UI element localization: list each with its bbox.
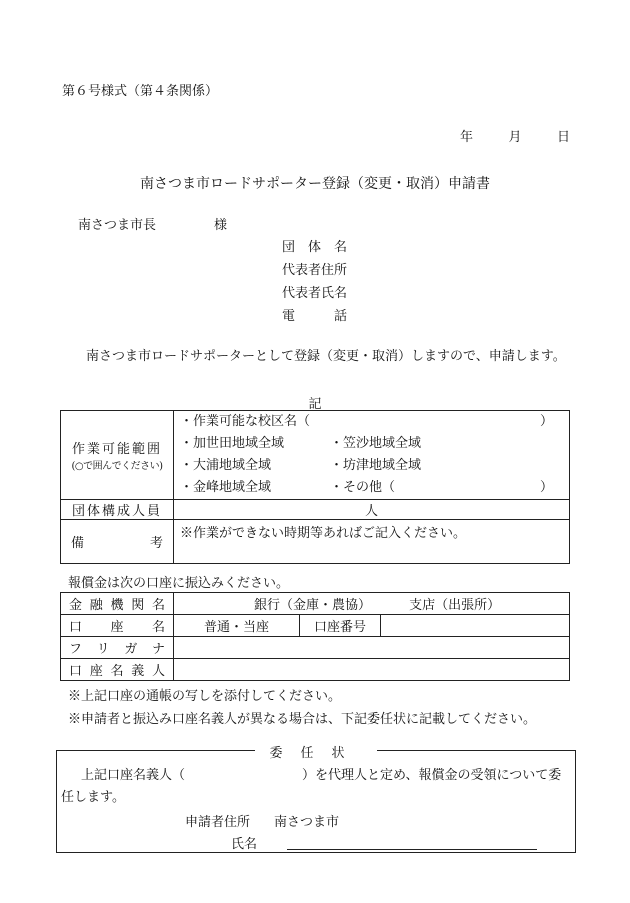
addressee [78,214,227,233]
date-day: 日 [556,130,570,145]
account-label-cell [61,615,174,637]
option-oura[interactable]: ・大浦地域全域 [180,458,272,473]
close-paren: ） [540,414,554,429]
remarks-hint: ※作業ができない時期等あればご記入ください。 [180,526,467,541]
addressee-honorific: 様 [214,218,228,233]
account-no-field[interactable] [381,615,570,637]
furigana-field[interactable] [174,637,570,659]
work-area-options [174,411,570,500]
date-line [460,126,570,145]
form-number: 第６号様式（第４条関係） [62,84,219,99]
school-district-field[interactable]: ・作業可能な校区名（ [180,414,311,429]
proxy-address [185,811,339,830]
payment-note: 報償金は次の口座に振込みください。 [68,576,290,591]
rep-name-label: 代表者氏名 [282,286,348,301]
proxy-note: ※申請者と振込み口座名義人が異なる場合は、下記委任状に記載してください。 [68,712,537,727]
work-area-label-cell [61,411,174,500]
signature-line[interactable] [287,849,537,850]
proxy-name-label: 氏名 [231,837,258,852]
option-bonotsu[interactable]: ・坊津地域全域 [330,458,422,473]
body-text: 南さつま市ロードサポーターとして登録（変更・取消）しますので、申請します。 [86,349,566,364]
account-type-field[interactable]: 普通・当座 [174,615,300,637]
rep-address-label: 代表者住所 [282,263,348,278]
option-kasasa[interactable]: ・笠沙地域全域 [330,436,422,451]
proxy-title: 委任状 [255,746,376,761]
holder-label-cell [61,659,174,681]
option-kinpo[interactable]: ・金峰地域全域 [180,480,272,495]
proxy-box [56,746,576,853]
option-other[interactable]: ・その他（ [330,480,396,495]
phone-label: 電 話 [282,309,348,324]
close-paren-other: ） [540,480,554,495]
branch-text: 支店（出張所） [409,598,501,613]
date-year: 年 [460,130,474,145]
proxy-address-label: 申請者住所 [185,815,251,830]
institution-field[interactable] [174,593,570,615]
institution-label: 金 融 機 関 名 [69,598,165,613]
passbook-note: ※上記口座の通帳の写しを添付してください。 [68,689,342,704]
group-name-label: 団 体 名 [282,240,348,255]
members-field[interactable] [174,500,570,520]
work-area-sublabel: (○で囲んでください) [71,461,163,472]
remarks-label-2: 考 [149,536,163,551]
application-table [60,410,570,564]
proxy-address-value: 南さつま市 [274,815,340,830]
addressee-name: 南さつま市長 [78,218,157,233]
holder-label: 口 座 名 義 人 [69,664,165,679]
furigana-label-cell [61,637,174,659]
holder-field[interactable] [174,659,570,681]
remarks-field[interactable] [174,520,570,564]
proxy-text: 上記口座名義人（ ）を代理人と定め、報償金の受領について委任します。 [61,768,562,805]
ki-heading: 記 [308,397,322,412]
account-label: 口 座 名 [69,620,165,635]
remarks-label-cell [61,520,174,564]
applicant-block [282,236,347,328]
account-no-label: 口座番号 [300,615,381,637]
date-month: 月 [508,130,522,145]
option-kaseda[interactable]: ・加世田地域全域 [180,436,285,451]
bank-table [60,592,570,681]
remarks-label-1: 備 [71,536,85,551]
page-title: 南さつま市ロードサポーター登録（変更・取消）申請書 [140,176,490,192]
members-unit: 人 [364,504,378,519]
bank-text: 銀行（金庫・農協） [254,598,372,613]
members-label: 団体構成人員 [61,500,174,520]
work-area-label: 作業可能範囲 [71,442,162,457]
furigana-label: フ リ ガ ナ [69,642,165,657]
institution-label-cell [61,593,174,615]
